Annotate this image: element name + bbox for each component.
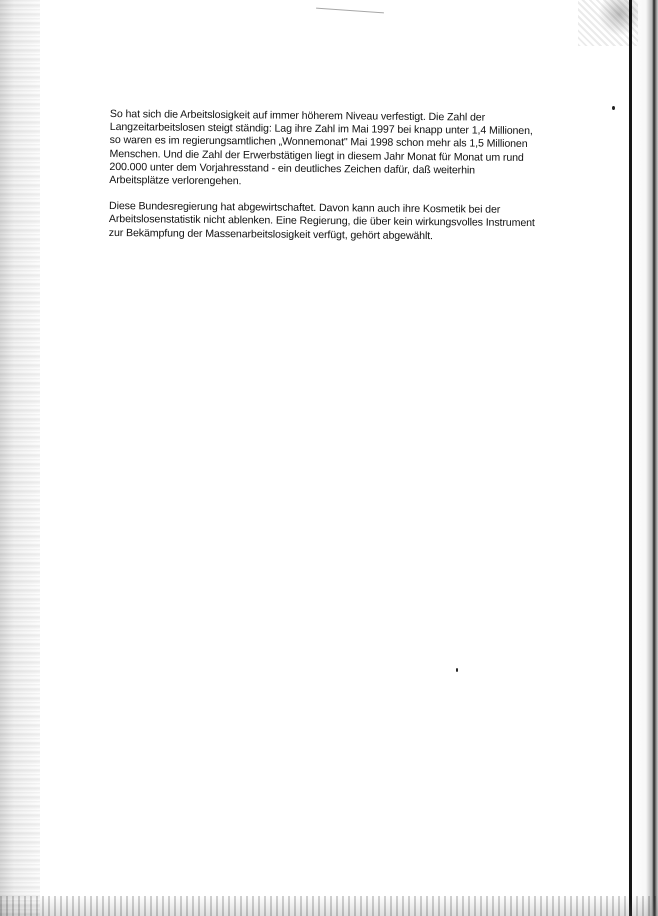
scan-corner-noise	[578, 0, 638, 46]
text-line: 200.000 unter dem Vorjahresstand - ein deutliches Zeichen dafür, daß weiterhin	[109, 160, 476, 177]
binding-shadow	[629, 0, 632, 916]
text-line: Arbeitslosenstatistik nicht ablenken. Eine Regierung, die über kein wirkungsvolles Instrument	[108, 213, 535, 230]
scan-edge-right	[628, 0, 658, 916]
text-line: Langzeitarbeitslosen steigt ständig: Lag ihre Zahl im Mai 1997 bei knapp unter 1,4 Millionen,	[109, 121, 533, 138]
scan-streak	[316, 8, 384, 14]
scan-speck	[612, 106, 615, 110]
paragraph-1	[109, 108, 578, 192]
text-line: Arbeitsplätze verlorengehen.	[109, 174, 242, 188]
text-line: Diese Bundesregierung hat abgewirtschaftet. Davon kann auch ihre Kosmetik bei der	[108, 200, 501, 216]
scan-edge-left	[0, 0, 40, 916]
text-line: zur Bekämpfung der Massenarbeitslosigkeit verfügt, gehört abgewählt.	[108, 226, 434, 242]
scan-edge-bottom	[0, 896, 658, 916]
paragraph-2	[109, 200, 577, 244]
body-text	[109, 108, 578, 257]
scan-speck	[456, 668, 458, 672]
text-line: So hat sich die Arbeitslosigkeit auf immer höherem Niveau verfestigt. Die Zahl der	[109, 108, 486, 124]
text-line: Menschen. Und die Zahl der Erwerbstätigen liegt in diesem Jahr Monat für Monat um rund	[109, 147, 524, 164]
text-line: so waren es im regierungsamtlichen „Wonnemonat" Mai 1998 schon mehr als 1,5 Millionen	[109, 134, 528, 151]
